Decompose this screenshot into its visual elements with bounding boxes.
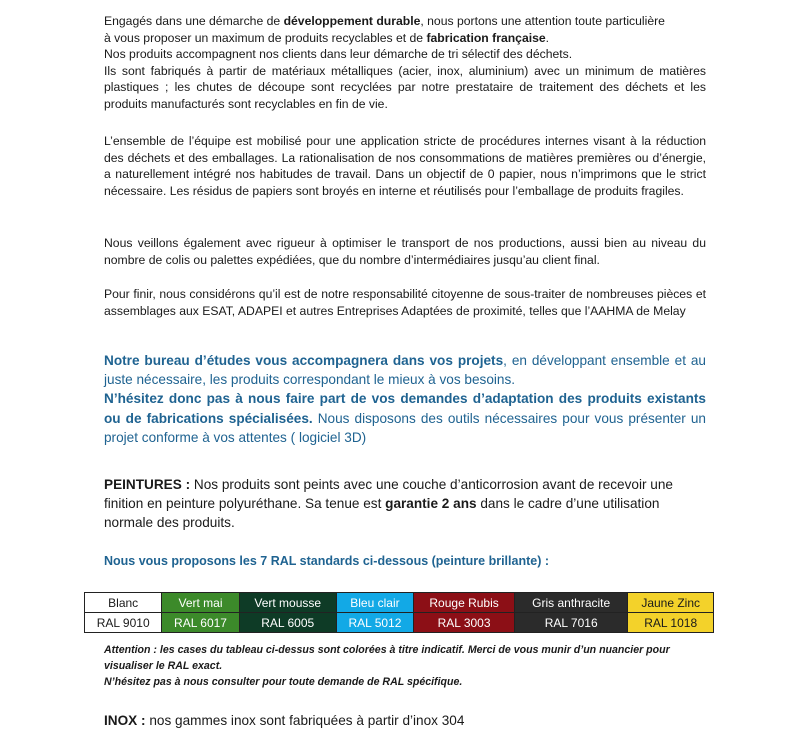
- ral-color-name: Vert mai: [162, 593, 239, 613]
- esat-paragraph: Pour finir, nous considérons qu’il est de notre responsabilité citoyenne de sous-traiter de nombreuses pièces et assemblages aux ESAT, ADAPEI et autres Entreprises Adaptées de proximité, telles que l’AAHMA de Melay: [104, 287, 706, 318]
- ral-color-name: Rouge Rubis: [414, 593, 515, 613]
- bureau-etudes-paragraph: Notre bureau d’études vous accompagnera dans vos projets, en développant ensemble et au juste nécessaire, les produits correspondant le mieux à vos besoins. N’hésitez donc pas à nous faire part de vos demandes d’adaptation des produits existants ou de fabrications spécialisées. Nous disposons des outils nécessaires pour vous présenter un projet conforme à vos attentes ( logiciel 3D): [104, 353, 706, 445]
- intro-line-3: Nos produits accompagnent nos clients dans leur démarche de tri sélectif des déchets.: [104, 47, 573, 62]
- ral-color-name: Gris anthracite: [515, 593, 628, 613]
- ral-color-code: RAL 6005: [239, 613, 336, 633]
- ral-color-name: Jaune Zinc: [628, 593, 714, 613]
- intro-paragraph: [104, 13, 706, 113]
- ral-color-code: RAL 6017: [162, 613, 239, 633]
- ral-title: Nous vous proposons les 7 RAL standards ci-dessous (peinture brillante) :: [104, 554, 549, 568]
- intro-line-1: Engagés dans une démarche de développement durable, nous portons une attention toute particulière: [104, 14, 665, 28]
- peintures-paragraph: PEINTURES : Nos produits sont peints avec une couche d’anticorrosion avant de recevoir une finition en peinture polyuréthane. Sa tenue est garantie 2 ans dans le cadre d’une utilisation normale des produits.: [104, 477, 673, 531]
- ral-color-code: RAL 9010: [85, 613, 162, 633]
- ral-color-code: RAL 3003: [414, 613, 515, 633]
- ral-color-name: Vert mousse: [239, 593, 336, 613]
- ral-names-row: [85, 593, 714, 613]
- intro-line-4: Ils sont fabriqués à partir de matériaux métalliques (acier, inox, aluminium) avec un minimum de matières plastiques ; les chutes de découpe sont recyclées par notre prestataire de traitement des déchets et les produits manufacturés sont recyclables en fin de vie.: [104, 63, 706, 111]
- inox-paragraph: INOX : nos gammes inox sont fabriquées à partir d’inox 304: [104, 713, 465, 728]
- ral-color-code: RAL 1018: [628, 613, 714, 633]
- ral-codes-row: [85, 613, 714, 633]
- ral-color-name: Blanc: [85, 593, 162, 613]
- intro-line-2: à vous proposer un maximum de produits recyclables et de fabrication française.: [104, 30, 550, 45]
- ral-color-code: RAL 5012: [336, 613, 413, 633]
- ral-note: Attention : les cases du tableau ci-dessus sont colorées à titre indicatif. Merci de vous munir d’un nuancier pour visualiser le RAL exact. N’hésitez pas à nous consulter pour toute demande de RAL spécifique.: [104, 644, 670, 688]
- transport-paragraph: Nous veillons également avec rigueur à optimiser le transport de nos productions, aussi bien au niveau du nombre de colis ou palettes expédiées, que du nombre d’intermédiaires jusqu’au client final.: [104, 236, 706, 267]
- ral-color-code: RAL 7016: [515, 613, 628, 633]
- ral-color-name: Bleu clair: [336, 593, 413, 613]
- ral-table: [84, 592, 714, 633]
- procedures-paragraph: L’ensemble de l’équipe est mobilisé pour une application stricte de procédures internes visant à la réduction des déchets et des emballages. La rationalisation de nos consommations de matières premières ou d’énergie, a naturellement intégré nos habitudes de travail. Dans un objectif de 0 papier, nous n’imprimons que le strict nécessaire. Les résidus de papiers sont broyés en interne et réutilisés pour l’emballage de produits fragiles.: [104, 134, 706, 198]
